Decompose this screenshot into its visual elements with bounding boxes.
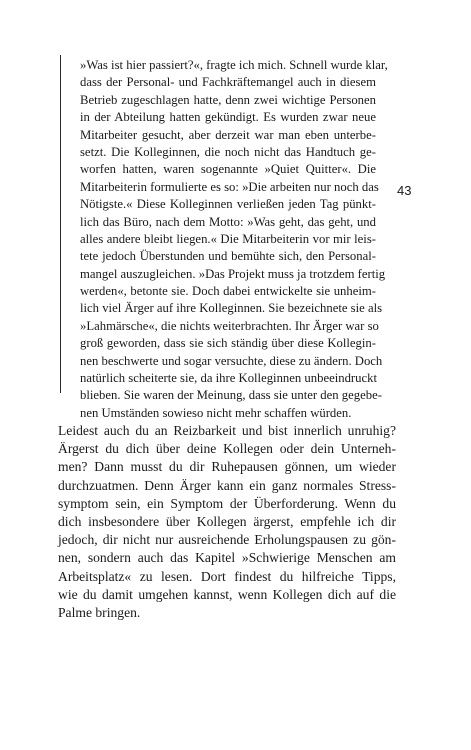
case-example-line: werden«, betonte sie. Doch dabei entwickelte sie unheim- — [80, 284, 376, 299]
body-line: wie du damit umgehen kannst, wenn Kollegen dich auf die — [58, 586, 396, 602]
case-example-line: »Lahmärsche«, die nichts weiterbrachten. Ihr Ärger war so — [80, 318, 379, 333]
body-line: symptom sein, ein Symptom der Überforderung. Wenn du — [58, 495, 396, 511]
case-example-line: alles andere bleibt liegen.« Die Mitarbeiterin vor mir leis- — [80, 231, 376, 246]
case-example-line: lich das Büro, nach dem Motto: »Was geht, das geht, und — [80, 214, 376, 229]
case-example-line: natürlich scheiterte sie, da ihre Kolleginnen unbeeindruckt — [80, 371, 377, 386]
body-line: Ärgerst du dich über deine Kollegen oder dein Unterneh- — [58, 441, 396, 457]
body-line: jedoch, dir nicht nur ausreichende Erholungspausen zu gön- — [58, 532, 396, 548]
body-line: Palme bringen. — [58, 604, 141, 620]
case-example-line: worfen hatten, waren sogenannte »Quiet Quitter«. Die — [80, 162, 376, 177]
case-example-block — [80, 57, 388, 422]
body-paragraph — [58, 422, 396, 622]
case-example-line: nen beschwerte und sogar versuchte, diese zu ändern. Doch — [80, 353, 383, 368]
case-example-line: mangel auszugleichen. »Das Projekt muss ja trotzdem fertig — [80, 266, 386, 281]
case-example-line: »Was ist hier passiert?«, fragte ich mich. Schnell wurde klar, — [80, 58, 388, 72]
case-example-line: Betrieb zugeschlagen hatte, denn zwei wichtige Personen — [80, 92, 376, 107]
case-example-line: groß geworden, dass sie sich ständig über diese Kollegin- — [80, 336, 376, 351]
case-example-line: blieben. Sie waren der Meinung, dass sie unter den gegebe- — [80, 388, 382, 403]
case-example-line: dass der Personal- und Fachkräftemangel auch in diesem — [80, 75, 376, 90]
body-line: Leidest auch du an Reizbarkeit und bist innerlich unruhig? — [58, 423, 396, 438]
body-line: Arbeitsplatz« zu lesen. Dort findest du hilfreiche Tipps, — [58, 568, 396, 584]
case-example-rule — [60, 55, 61, 393]
page-number: 43 — [397, 183, 412, 198]
body-line: dich insbesondere über Kollegen ärgerst, empfehle ich dir — [58, 513, 396, 529]
body-line: durchzuatmen. Denn Ärger kann ein ganz normales Stress- — [58, 477, 396, 493]
case-example-line: Mitarbeiterin formulierte es so: »Die arbeiten nur noch das — [80, 179, 379, 194]
case-example-line: setzt. Die Kolleginnen, die noch nicht das Handtuch ge- — [80, 144, 376, 159]
case-example-line: nen Umständen sowieso nicht mehr schaffen würden. — [80, 405, 352, 420]
case-example-line: Mitarbeiter gesucht, aber derzeit war man eben unterbe- — [80, 127, 376, 142]
body-line: men? Dann musst du dir Ruhepausen gönnen, um wieder — [58, 459, 396, 475]
case-example-line: lich viel Ärger auf ihre Kolleginnen. Sie bezeichnete sie als — [80, 301, 383, 316]
case-example-line: Nötigste.« Diese Kolleginnen verließen jeden Tag pünkt- — [80, 197, 376, 212]
case-example-line: tete jedoch Überstunden und bemühte sich, den Personal- — [80, 249, 376, 264]
body-line: nen, sondern auch das Kapitel »Schwierige Menschen am — [58, 550, 396, 566]
case-example-line: in der Abteilung hatten gekündigt. Es wurden zwar neue — [80, 110, 376, 125]
